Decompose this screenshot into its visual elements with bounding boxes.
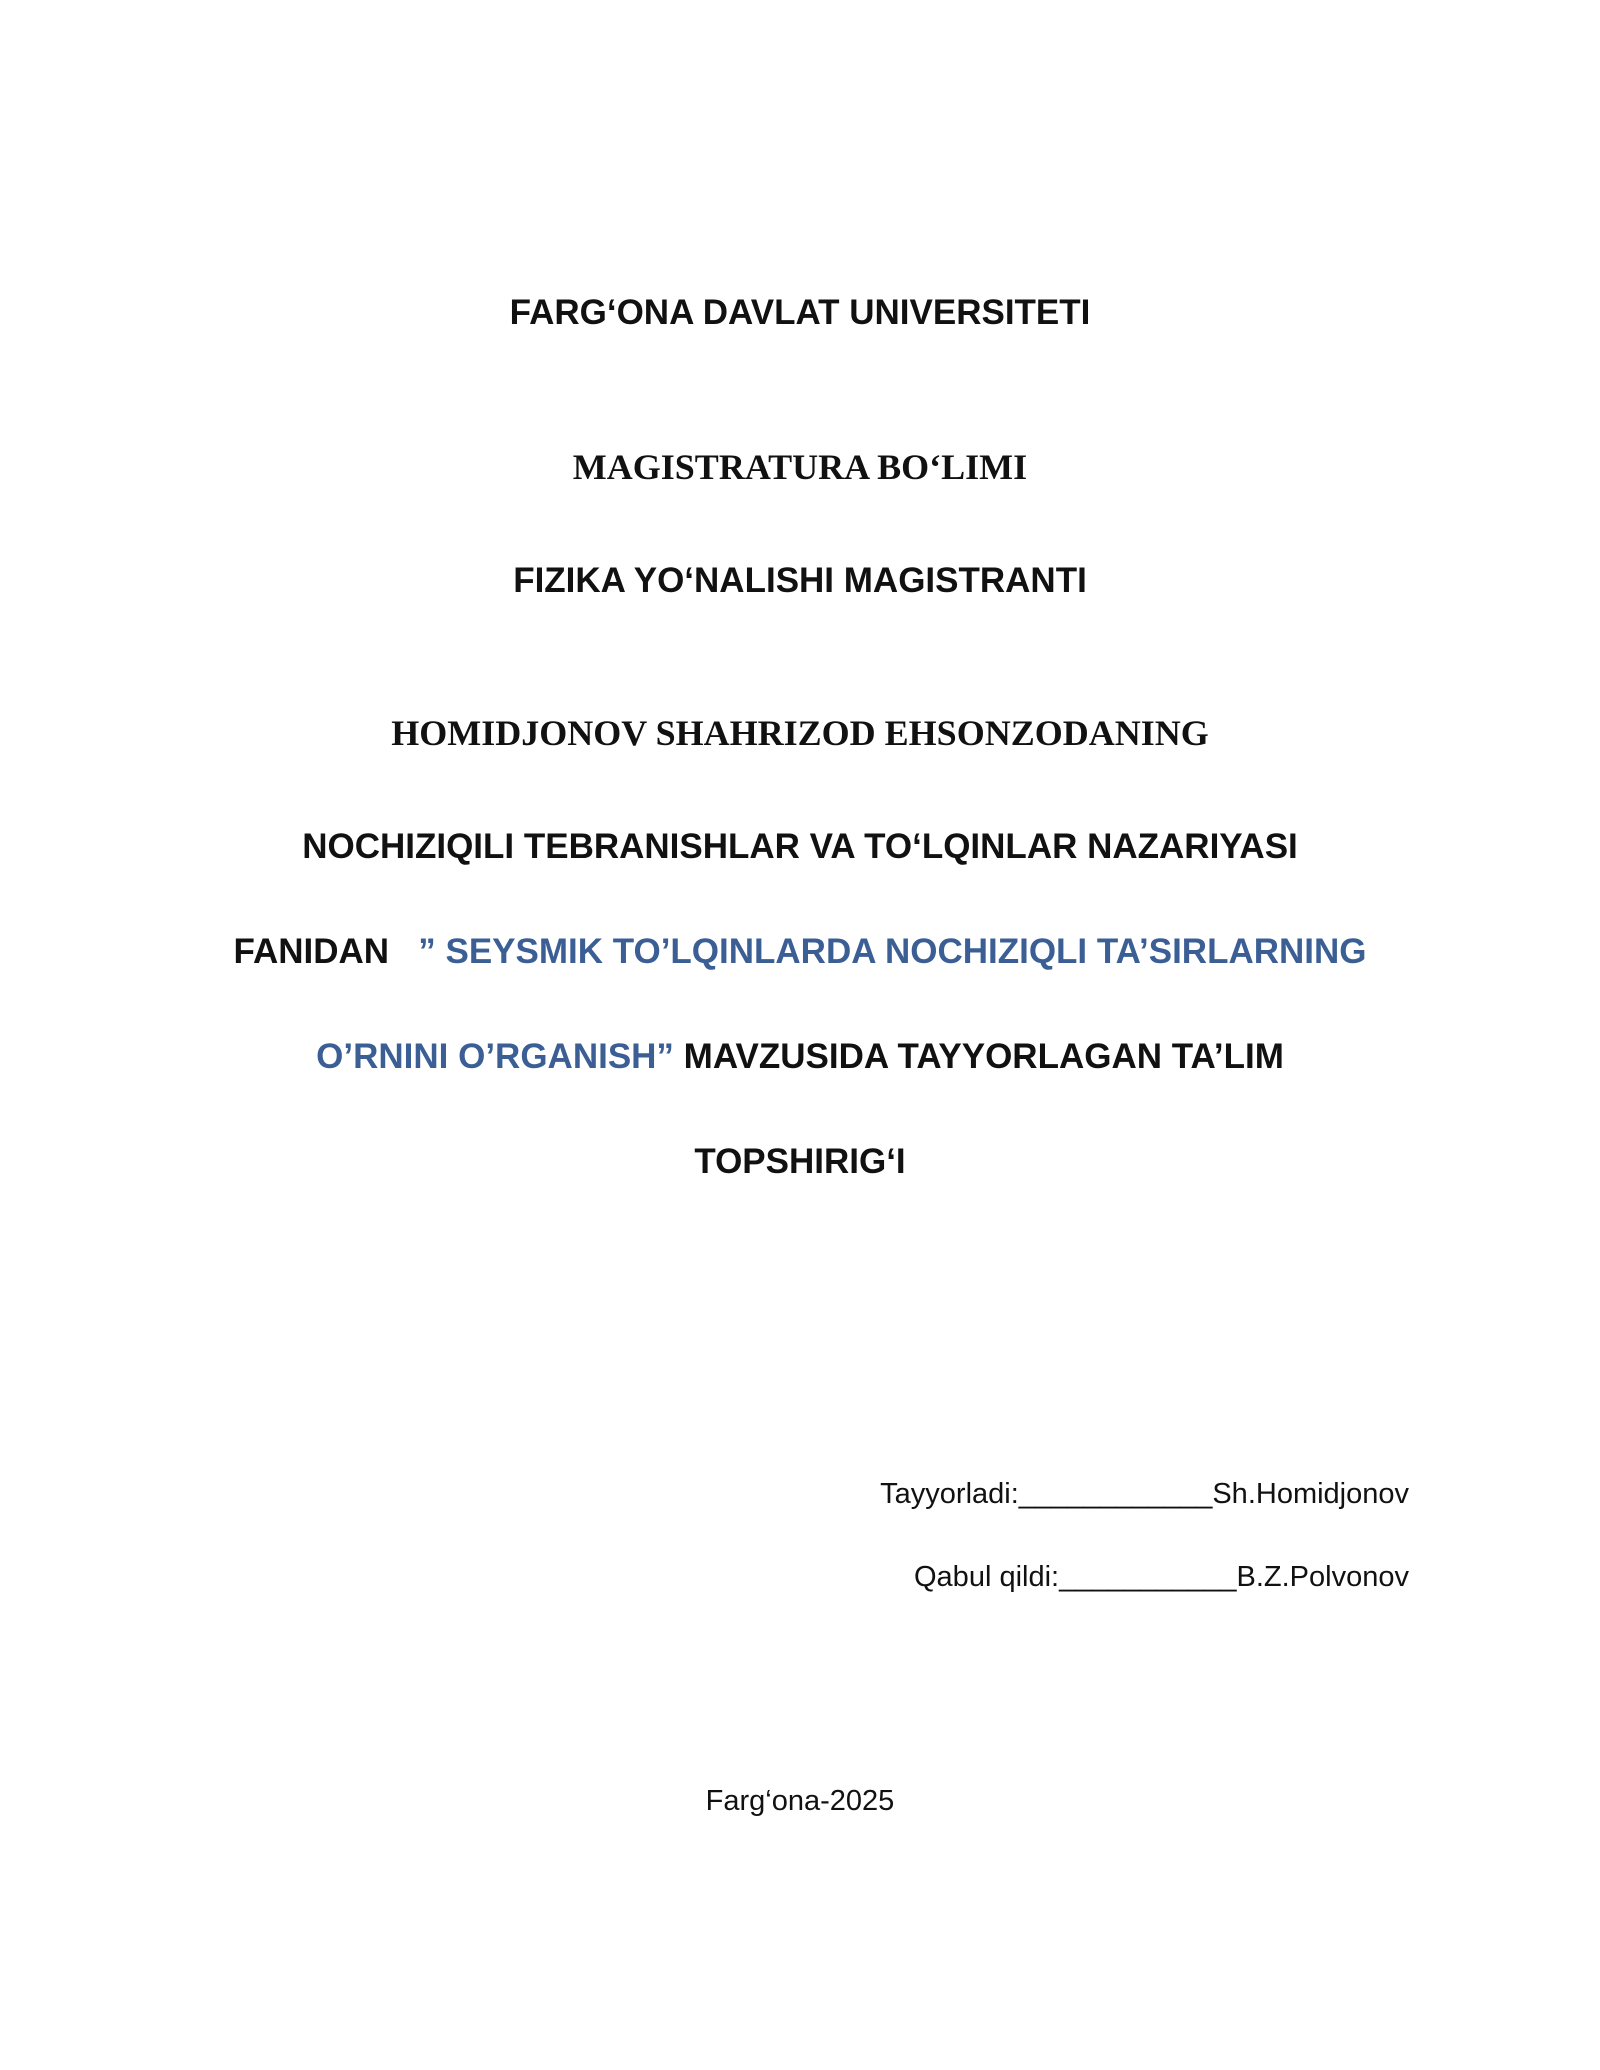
- place-year: Farg‘ona-2025: [705, 1785, 895, 1817]
- accepted-label: Qabul qildi:: [914, 1561, 1060, 1593]
- department-name: MAGISTRATURA BO‘LIMI: [572, 447, 1028, 487]
- accepted-signature-line: ___________: [1059, 1561, 1237, 1593]
- topic-prefix: FANIDAN: [233, 932, 390, 971]
- prepared-signature-line: ____________: [1018, 1478, 1213, 1510]
- topic-last-line: TOPSHIRIG‘I: [694, 1142, 906, 1181]
- topic-suffix: MAVZUSIDA TAYYORLAGAN TA’LIM: [683, 1037, 1284, 1076]
- prepared-label: Tayyorladi:: [880, 1478, 1019, 1510]
- subject-line: NOCHIZIQILI TEBRANISHLAR VA TO‘LQINLAR NAZARIYASI: [302, 827, 1298, 866]
- student-name: HOMIDJONOV SHAHRIZOD EHSONZODANING: [391, 713, 1209, 753]
- university-name: FARG‘ONA DAVLAT UNIVERSITETI: [509, 293, 1091, 332]
- topic-line-1: [0, 932, 1600, 972]
- topic-title-part1: ” SEYSMIK TO’LQINLARDA NOCHIZIQLI TA’SIRLARNING: [418, 932, 1367, 971]
- topic-title-part2: O’RNINI O’RGANISH”: [316, 1037, 674, 1076]
- accepted-name: B.Z.Polvonov: [1236, 1561, 1409, 1593]
- accepted-by-line: [914, 1561, 1409, 1594]
- prepared-by-line: [880, 1478, 1409, 1511]
- topic-line-2: [0, 1037, 1600, 1077]
- prepared-name: Sh.Homidjonov: [1212, 1478, 1409, 1510]
- program-name: FIZIKA YO‘NALISHI MAGISTRANTI: [513, 561, 1087, 600]
